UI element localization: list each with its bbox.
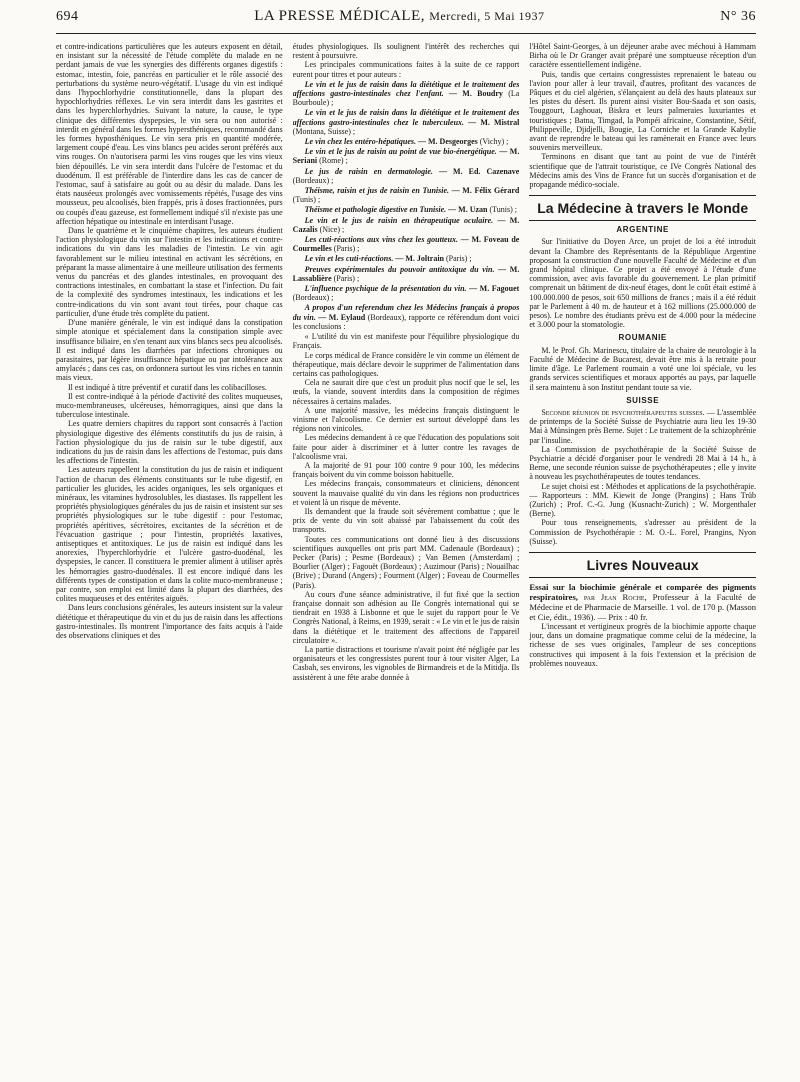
communication-place: (Tunis) ; [487, 205, 517, 215]
communication-entry [293, 235, 520, 253]
paragraph: Toutes ces communications ont donné lieu à des discussions scientifiques auxquelles ont pris part MM. Cadenaule (Bordeaux) ; Pecker (Paris) ; Pesme (Bordeaux) ; Van Bemen (Amsterdam) ; Bourlier (Alger) ; Fagouët (Bordeaux) ; Auzimour (Paris) ; Nouailhac (Brive) ; Durand (Angers) ; Fourment (Alger) ; Foveau de Courmelles (Paris). [292, 534, 520, 590]
communication-entry [293, 147, 520, 165]
paragraph: La Commission de psychothérapie de la Société Suisse de Psychiatrie a décidé d'organiser pour le vendredi 28 Mai à 14 h., à Berne, une seconde réunion suisse de psychothérapeutes ; elle y invite à nouveau les psychothérapeutes de toutes tendances. [529, 444, 756, 482]
communication-place: (Bordeaux) ; [292, 175, 334, 185]
communication-place: (Bordeaux), rapporte ce référendum dont voici les conclusions : [292, 312, 520, 331]
section-header-livres [529, 552, 756, 578]
column-3 [529, 42, 756, 1082]
communication-author: — M. Mistral [464, 117, 520, 127]
paragraph: La partie distractions et tourisme n'avait point été négligée par les organisateurs et les congressistes purent tour à tour visiter Alger, La Casbah, ses environs, les vignobles de Birmandreis et de la Mitidja. Ils assistèrent à une fête arabe donnée à [292, 645, 520, 682]
communication-entry [293, 205, 520, 214]
paragraph: Il est contre-indiqué à la période d'activité des colites muqueuses, muco-membraneuses, ulcéreuses, hémorragiques, ainsi que dans la tuberculose intestinale. [56, 391, 283, 420]
communication-title: Théisme et pathologie digestive en Tunisie. [304, 205, 447, 215]
communication-author: — M. Cazalis [292, 215, 520, 234]
issue-date: Mercredi, 5 Mai 1937 [429, 9, 545, 23]
communication-author: — M. Ed. Cazenave [432, 166, 520, 176]
communication-title: Le jus de raisin en dermatologie. [304, 166, 433, 176]
communication-place: (Tunis) ; [292, 195, 321, 205]
communication-author: — M. Eylaud [315, 312, 366, 322]
communication-place: (Montana, Suisse) ; [292, 126, 356, 136]
book-title: Essai sur la biochimie générale et comparée des pigments respiratoires, [529, 581, 756, 602]
communication-title: Le vin et les cuti-réactions. [304, 254, 394, 264]
communication-title: A propos d'un referendum chez les Médecins français à propos du vin. [292, 303, 520, 322]
paragraph: M. le Prof. Gh. Marinescu, titulaire de la chaire de neurologie à la Faculté de Médecine de Bucarest, devait être mis à la retraite pour limite d'âge. Le Parlement roumain a voté une loi spéciale, vu les grands services scientifiques et moraux apportés au pays, par laquelle il sera maintenu à son Institut pendant toute sa vie. [529, 345, 756, 392]
communication-author: — M. Lassablière [292, 264, 520, 283]
paragraph: Sur l'initiative du Doyen Arce, un projet de loi a été introduit devant la Chambre des Représentants de la République Argentine proposant la construction d'une nouvelle Faculté de Médecine et d'un grand hôpital clinique. Ce projet a été envoyé à l'étude d'une commission, avec avis favorable du gouvernement. Le plan primitif comprenait un bâtiment de dix-neuf étages, dont le coût était estimé à 100.000.000 de pesos, soit 650 millions de francs ; mais il a été réduit par le Parlement à 40 m. de hauteur et à 162 millions (25.000.000 de pesos). Le nombre des étudiants prévu est de 4.000 pour la médecine et 3.000 pour la stomatologie. [529, 237, 756, 330]
paragraph: Au cours d'une séance administrative, il fut fixé que la section française donnait son adhésion au IIe Congrès international qui se tiendrait en 1938 à Lisbonne et que le sujet du rapport pour le Ve Congrès National, à Reims, en 1939, serait : « Le vin et le jus de raisin dans la diététique et le traitement des affections de l'appareil circulatoire ». [292, 589, 520, 645]
communication-place: (Rome) ; [317, 156, 348, 166]
paragraph: Le corps médical de France considère le vin comme un élément de thérapeutique, mais déclare devoir le supprimer de l'alimentation dans certains cas pathologiques. [292, 350, 520, 378]
column-2 [293, 42, 520, 1082]
communication-author: — M. Félix Gérard [449, 186, 520, 196]
communication-entry [293, 167, 520, 185]
journal-title: LA PRESSE MÉDICALE, [254, 8, 425, 24]
communication-entry [293, 137, 520, 146]
communication-place: (La Bourboule) ; [292, 89, 520, 108]
communication-title: Preuves expérimentales du pouvoir antitoxique du vin. [304, 264, 495, 274]
news-text: — L'assemblée de printemps de la Société Suisse de Psychiatrie aura lieu les 19-30 Mai à Münsingen près Berne. Sujet : Le traitement de la schizophrénie par l'insuline. [529, 407, 756, 445]
paragraph: Les médecins demandent à ce que l'éducation des populations soit faite pour aider à discriminer et à lutter contre les ravages de l'alcoolisme vrai. [292, 433, 520, 461]
communication-place: (Vichy) ; [477, 137, 509, 147]
communication-place: (Paris) ; [444, 254, 472, 264]
country-heading: ARGENTINE [616, 225, 669, 235]
paragraph: Cela ne saurait dire que c'est un produit plus nocif que le sel, les œufs, la viande, souvent interdits dans la composition de régimes nécessaires à certains malades. [292, 378, 520, 406]
issue-number: N° 36 [720, 9, 756, 24]
paragraph: Les médecins français, consommateurs et cliniciens, dénoncent souvent la mauvaise qualité du vin dans les régions non productrices et voient là un risque de mévente. [292, 479, 520, 507]
paragraph: Dans leurs conclusions générales, les auteurs insistent sur la valeur diététique et thérapeutique du vin et du jus de raisin dans les affections gastro-intestinales. Ils montrent l'importance des faits acquis à l'aide des observations cliniques et des [56, 603, 283, 640]
communication-place: (Paris) ; [331, 244, 360, 254]
communication-place: (Bordeaux) ; [292, 293, 334, 303]
communication-entry [293, 265, 520, 283]
section-title: La Médecine à travers le Monde [537, 200, 749, 217]
communication-title: Les cuti-réactions aux vins chez les goutteux. [304, 235, 459, 245]
paragraph: l'Hôtel Saint-Georges, à un déjeuner arabe avec méchoui à Hammam Birha où le Dr Granger avait préparé une somptueuse réception d'un caractère essentiellement indigène. [529, 42, 756, 70]
communication-entry [293, 303, 520, 331]
communication-entry [293, 284, 520, 302]
communication-place: (Paris) ; [331, 273, 360, 283]
paragraph: Il est indiqué à titre préventif et curatif dans les colibacilloses. [68, 382, 267, 392]
paragraph: Les principales communications faites à la suite de ce rapport eurent pour titres et pour auteurs : [292, 60, 520, 79]
columns [56, 42, 756, 1082]
communication-title: L'influence psychique de la présentation du vin. [304, 284, 467, 294]
communication-author: — M. Fagouet [466, 284, 520, 294]
book-info: Professeur à la Faculté de Médecine et de Pharmacie de Marseille. 1 vol. de 170 p. (Masson et Cie, édit., 1936). — Prix : 40 fr. [529, 591, 756, 622]
communication-author: — M. Desgeorges [416, 137, 478, 147]
section-title: Livres Nouveaux [586, 556, 699, 573]
paragraph: Puis, tandis que certains congressistes reprenaient le bateau ou l'avion pour aller à leur travail, d'autres, profitant des vacances de Pâques et du ciel algérien, s'élançaient au delà des hauts plateaux sur les pistes du désert. Ils purent ainsi visiter Bou-Saada et son oasis, Touggourt, Laghouat, Biskra et leurs palmeraies luxuriantes et touristiques ; Batna, Timgad, la Pompéi africaine, Constantine, Sétif, Philippeville, Djidjelli, Bougie, La Corniche et la Grande Kabylie avant de reprendre le bateau qui les ramènerait en France avec leurs souvenirs merveilleux. [529, 69, 756, 153]
communication-title: Le vin chez les entéro-hépatiques. [304, 137, 416, 147]
paragraph: Les quatre derniers chapitres du rapport sont consacrés à l'action physiologique digestive des éléments constitutifs du jus de raisin, à l'action physiologique du jus de raisin sur le tube digestif, aux indications du jus de raisin dans les affections de l'estomac, puis dans les affections de l'intestin. [56, 419, 283, 466]
communication-author: — M. Uzan [446, 205, 488, 215]
paragraph [529, 408, 756, 445]
communication-title: Le vin et le jus de raisin en thérapeutique oculaire. [304, 215, 494, 225]
paragraph: Le sujet choisi est : Méthodes et applications de la psychothérapie. — Rapporteurs : MM. Kiewit de Jonge (Prangins) ; Hans Trüb (Zurich) ; Prof. C.-G. Jung (Kusnacht-Zurich) ; W. Morgenthaler (Berne). [529, 481, 756, 519]
paragraph: études physiologiques. Ils soulignent l'intérêt des recherches qui restent à poursuivre. [292, 42, 520, 61]
journal-title-line [254, 8, 544, 25]
communication-author: — M. Boudry [443, 89, 503, 99]
book-entry [529, 582, 756, 622]
book-author: par Jean Roche, [577, 591, 647, 602]
book-review: L'incessant et vertigineux progrès de la biochimie apporte chaque jour, dans un domaine pragmatique comme celui de la médecine, la richesse de ses vues originales, l'ampleur de ses conceptions constructives qui imposent à la fois l'extension et la précision de problèmes nouveaux. [529, 621, 756, 668]
communication-author: — M. Joltrain [393, 254, 444, 264]
paragraph: Ils demandent que la fraude soit sévèrement combattue ; que le prix de vente du vin soit abaissé par l'abaissement du coût des transports. [292, 506, 520, 535]
country-heading: ROUMANIE [618, 333, 667, 343]
paragraph: Les auteurs rappellent la constitution du jus de raisin et indiquent l'action de chacun des éléments constituants sur le tube digestif, en particulier les glucides, les acides organiques, les sels organiques et minéraux, les vitamines hydrosolubles, les diastases. Ils rappellent les propriétés physiologiques générales du jus de raisin et insistent sur ses propriétés physiologiques sur le tube digestif : pour l'estomac, propriétés apéritives, sécrétoires, excitantes de la sécrétion et de l'évacuation gastrique ; pour l'intestin, propriétés laxatives, antiseptiques et antitoxiques. Le jus de raisin est indiqué dans les anorexies, l'hyperchlorhydrie et l'ulcère gastro-duodénal, les dyspepsies, le cancer. Il constituera le premier aliment à utiliser après les hémorragies gastro-duodénales. Il est encore indiqué dans les différents types de constipation et dans la colite muco-membraneuse ; par contre, son emploi est limité dans la plupart des diarrhées, des colites muqueuses et des entérites aiguës. [56, 465, 283, 604]
communication-entry [293, 216, 520, 234]
communication-title: Le vin et le jus de raisin dans la diététique et le traitement des affections gastro-intestinales chez l'enfant. [292, 79, 520, 99]
paragraph: « L'utilité du vin est manifeste pour l'équilibre physiologique du Français. [292, 332, 520, 351]
paragraph: D'une manière générale, le vin est indiqué dans la constipation simple atonique et spécialement dans la constipation simple avec insuffisance biliaire, en s'en tenant aux vins blancs secs peu alcoolisés. Il est indiqué dans les diarrhées par infections chroniques ou parasitaires, par légère insuffisance hépatique ou par intolérance aux amylacés ; dans ces cas, on ordonnera surtout les vins riches en tannin mais vieux. [56, 318, 283, 383]
paragraph: et contre-indications particulières que les auteurs exposent en détail, en insistant sur la nécessité de l'étude complète du malade en ne perdant jamais de vue les synergies des différents organes digestifs : estomac, intestin, foie, pancréas en particulier et le rôle associé des perturbations du système neuro-végétatif. L'usage du vin est indiqué dans l'hypochlorhydrie constitutionnelle, dans la plupart des hypochlorhydries réflexes. Le vin sera interdit dans les gastrites et dans les hyperchlorhydries. Suivant la nature, la cause, le type clinique des différentes dyspepsies, le vin sera ou non autorisé : interdit en général dans les formes hypersthéniques, recommandé dans les formes hyposthéniques. Le vin sera pris en quantité modérée, largement coupé d'eau. Les vins blancs peu acides seront préférés aux vins rouges. On n'autorisera parmi les vins rouges que les vins vieux bien dépouillés. Le vin sera interdit dans l'ulcère de l'estomac et du duodénum. Il est préférable de l'interdire dans les cas de cancer de l'estomac, sauf à satisfaire au goût ou au désir du malade. Dans les états nauséeux prolongés avec vomissements répétés, l'usage des vins mousseux, peu alcoolisés, bien frappés, pris à doses fractionnées, purs ou coupés d'eau gazeuse, est formellement indiqué s'il n'existe pas une affection hépatique ou intestinale en interdisant l'usage. [56, 42, 283, 226]
column-1 [56, 42, 283, 1082]
communication-entry [293, 80, 520, 108]
communication-entry [293, 254, 520, 263]
paragraph: Pour tous renseignements, s'adresser au président de la Commission de Psychothérapie : M. O.-L. Forel, Prangins, Nyon (Suisse). [529, 518, 756, 546]
page-number: 694 [56, 9, 79, 24]
communication-title: Théisme, raisin et jus de raisin en Tunisie. [304, 186, 450, 196]
communication-title: Le vin et le jus de raisin au point de vue bio-énergétique. [304, 147, 497, 157]
news-kicker: Seconde réunion de psychothérapeutes suisses. [541, 407, 705, 417]
page-header [56, 8, 756, 34]
communication-author: — M. Foveau de Courmelles [292, 235, 520, 254]
paragraph: A une majorité massive, les médecins français distinguent le vinisme et l'alcoolisme. Ce dernier est surtout développé dans les régions non vinicoles. [292, 405, 520, 434]
communication-place: (Nice) ; [317, 224, 345, 234]
communication-entry [293, 186, 520, 204]
paragraph: Dans le quatrième et le cinquième chapitres, les auteurs étudient l'action physiologique du vin sur l'intestin et les indications et contre-indications du vin dans les maladies de l'intestin. Le vin agit favorablement sur le milieu intestinal en activant les sécrétions, en préparant la masse alimentaire à une meilleure utilisation des ferments venus du pancréas et des glandes intestinales, en provoquant des contractions intestinales, en combattant la stase et l'infection. Du fait de la complexité des syndromes intestinaux, les indications et les contre-indications du vin sont avant tout tirées, pour chaque cas particulier, d'une étude très complète du patient. [56, 226, 283, 318]
communication-author: — M. Seriani [292, 147, 520, 166]
section-header-medecine [529, 195, 756, 221]
paragraph: Terminons en disant que tant au point de vue de l'intérêt scientifique que de l'attrait touristique, ce IVe Congrès National des Médecins amis des Vins de France fut un succès d'organisation et de propagande médico-sociale. [529, 152, 756, 190]
paragraph: A la majorité de 91 pour 100 contre 9 pour 100, les médecins français boivent du vin comme boisson habituelle. [292, 460, 520, 480]
communication-entry [293, 108, 520, 136]
communication-title: Le vin et le jus de raisin dans la diététique et le traitement des affections gastro-intestinales chez le tuberculeux. [292, 108, 520, 127]
country-heading: SUISSE [626, 395, 660, 405]
